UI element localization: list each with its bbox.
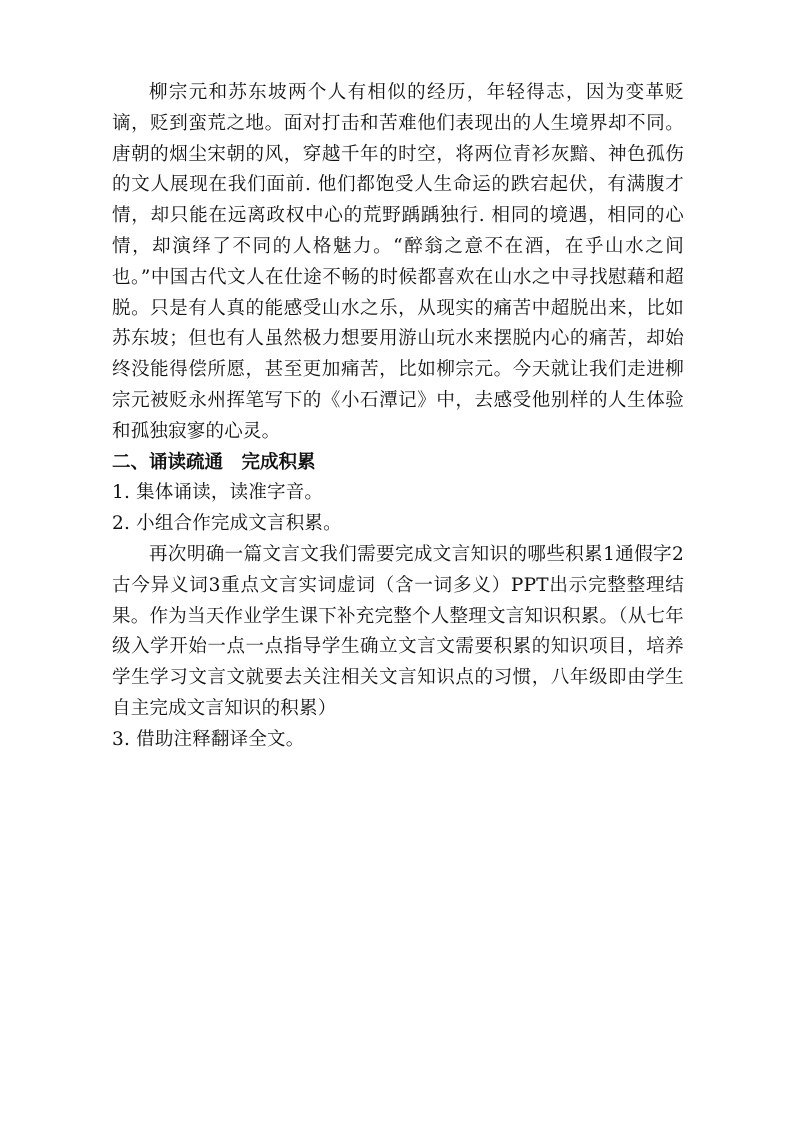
detail-paragraph: 再次明确一篇文言文我们需要完成文言知识的哪些积累1通假字2古今异义词3重点文言实词虚词（含一词多义）PPT出示完整整理结果。作为当天作业学生课下补充完整个人整理文言知识积累。（从七年级入学开始一点一点指导学生确立文言文需要积累的知识项目，培养学生学习文言文就要去关注相关文言知识点的习惯，八年级即由学生自主完成文言知识的积累）: [112, 543, 684, 719]
list-item-1: 1. 集体诵读，读准字音。: [112, 482, 324, 504]
intro-paragraph: 柳宗元和苏东坡两个人有相似的经历，年轻得志，因为变革贬谪，贬到蛮荒之地。面对打击和苦难他们表现出的人生境界却不同。唐朝的烟尘宋朝的风，穿越千年的时空，将两位青衫灰黯、神色孤伤的文人展现在我们面前. 他们都饱受人生命运的跌宕起伏，有满腹才情，却只能在远离政权中心的荒野踽踽独行. 相同的境遇，相同的心情，却演绎了不同的人格魅力。“醉翁之意不在酒，在乎山水之间也。”中国古代文人在仕途不畅的时候都喜欢在山水之中寻找慰藉和超脱。只是有人真的能感受山水之乐，从现实的痛苦中超脱出来，比如苏东坡；但也有人虽然极力想要用游山玩水来摆脱内心的痛苦，却始终没能得偿所愿，甚至更加痛苦，比如柳宗元。今天就让我们走进柳宗元被贬永州挥笔写下的《小石潭记》中，去感受他别样的人生体验和孤独寂寥的心灵。: [112, 82, 684, 442]
list-item-3: 3. 借助注释翻译全文。: [112, 728, 305, 750]
section-heading: 二、诵读疏通 完成积累: [112, 451, 316, 473]
list-item-2: 2. 小组合作完成文言积累。: [112, 513, 342, 535]
